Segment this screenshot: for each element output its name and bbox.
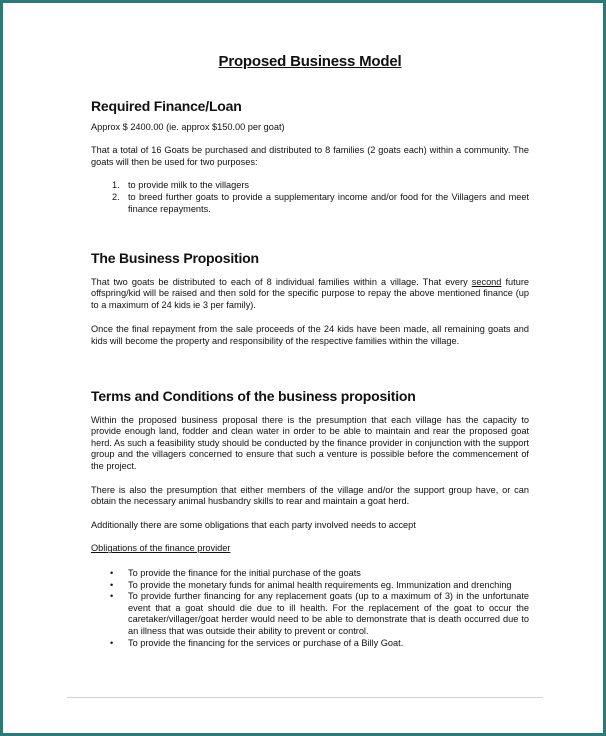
proposition-p1-before: That two goats be distributed to each of 8 individual families within a village. That every	[91, 276, 468, 287]
bullet-icon: •	[110, 591, 114, 602]
obligation-item	[91, 568, 529, 580]
obligation-text: To provide further financing for any replacement goats (up to a maximum of 3) in the unfortunate event that a goat should die due to ill health. For the replacement of the goat to occur the caretaker/villager/goat herder would need to be able to demonstrate that is death occurred due to an illness that was outside their ability to prevent or control.	[128, 591, 529, 636]
terms-paragraph-1: Within the proposed business proposal there is the presumption that each village has the capacity to provide enough land, fodder and clean water in order to be able to maintain and rear the proposed goat herd. As such a feasibility study should be conducted by the finance provider in conjunction with the support group and the villagers concerned to ensure that such a venture is possible before the commencement of the project.	[91, 414, 529, 471]
section-finance	[91, 98, 529, 215]
bullet-icon: •	[110, 567, 114, 578]
proposition-heading: The Business Proposition	[91, 250, 259, 266]
obligations-heading: Obligations of the finance provider	[91, 543, 231, 554]
terms-paragraph-3: Additionally there are some obligations that each party involved needs to accept	[91, 519, 416, 530]
obligation-text: To provide the monetary funds for animal health requirements eg. Immunization and drenching	[128, 579, 512, 590]
obligation-text: To provide the financing for the services or purchase of a Billy Goat.	[128, 637, 404, 648]
purpose-text: to breed further goats to provide a supplementary income and/or food for the Villagers and meet finance repayments.	[128, 191, 529, 214]
purpose-number: 2.	[112, 191, 120, 202]
finance-intro: That a total of 16 Goats be purchased and distributed to 8 families (2 goats each) within a community. The goats will then be used for two purposes:	[91, 145, 529, 167]
bullet-icon: •	[110, 637, 114, 648]
purpose-number: 1.	[112, 180, 120, 191]
obligation-text: To provide the finance for the initial purchase of the goats	[128, 567, 361, 578]
footer-divider	[67, 697, 543, 698]
proposition-paragraph-2: Once the final repayment from the sale proceeds of the 24 kids have been made, all remaining goats and kids will become the property and responsibility of the respective families within the village.	[91, 324, 529, 346]
document-title: Proposed Business Model	[218, 53, 402, 70]
purpose-item	[91, 180, 529, 192]
proposition-p1-underlined: second	[471, 276, 502, 287]
obligation-item	[91, 591, 529, 637]
purpose-text: to provide milk to the villagers	[128, 180, 250, 191]
document-page	[91, 53, 529, 648]
terms-paragraph-2: There is also the presumption that either members of the village and/or the support group have, or can obtain the necessary animal husbandry skills to rear and maintain a goat herd.	[91, 484, 529, 507]
terms-heading: Terms and Conditions of the business proposition	[91, 388, 416, 404]
finance-amount: Approx $ 2400.00 (ie. approx $150.00 per goat)	[91, 121, 285, 132]
finance-heading: Required Finance/Loan	[91, 98, 242, 114]
obligation-item	[91, 580, 529, 592]
purpose-item	[91, 192, 529, 215]
proposition-paragraph-1	[91, 277, 529, 312]
bullet-icon: •	[110, 579, 114, 590]
obligations-list	[91, 568, 529, 649]
section-terms	[91, 388, 529, 649]
section-proposition	[91, 250, 529, 348]
proposition-p1-after: future offspring/kid will be raised and then sold for the specific purpose to repay the above mentioned finance (up to a maximum of 24 kids ie 3 per family).	[91, 276, 529, 310]
obligation-item	[91, 638, 529, 650]
purposes-list	[91, 180, 529, 215]
